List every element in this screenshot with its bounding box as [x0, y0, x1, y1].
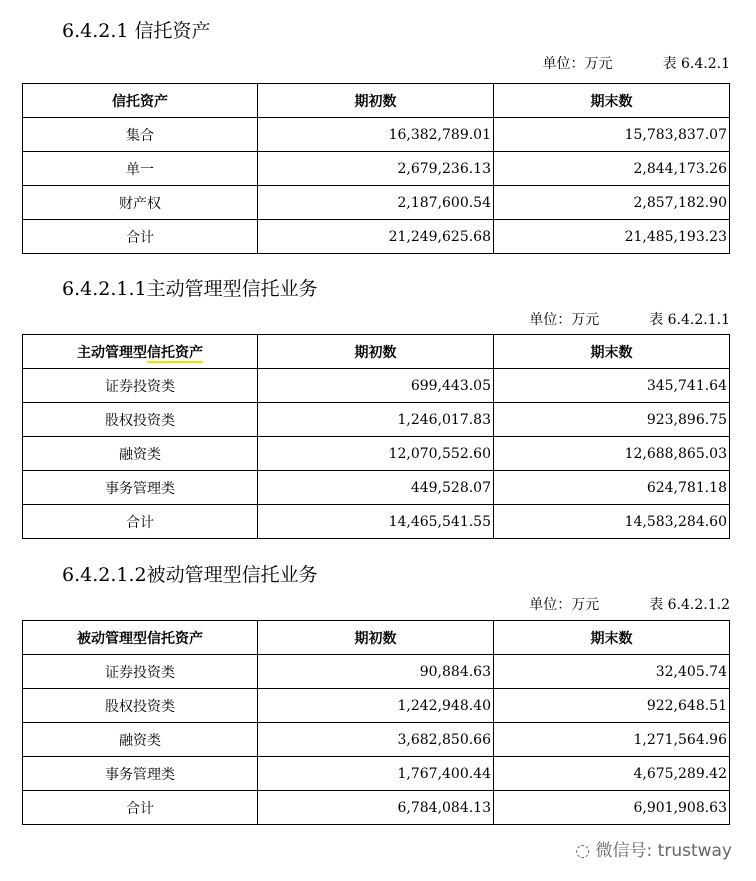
- table-row: [23, 791, 730, 825]
- table-cell: 2,857,182.90: [494, 186, 730, 220]
- data-table: [22, 83, 730, 254]
- table-number: 表 6.4.2.1.2: [649, 597, 730, 613]
- table-cell: 融资类: [23, 437, 258, 471]
- unit-line: [529, 594, 730, 614]
- unit-label: 单位：万元: [529, 312, 600, 328]
- table-cell: 2,844,173.26: [494, 152, 730, 186]
- table-cell: 449,528.07: [258, 471, 494, 505]
- table-cell: 事务管理类: [23, 471, 258, 505]
- data-table: [22, 620, 730, 825]
- table-row: [23, 655, 730, 689]
- table-cell: 14,583,284.60: [494, 505, 730, 539]
- table-cell: 32,405.74: [494, 655, 730, 689]
- table-cell: 证券投资类: [23, 369, 258, 403]
- table-number: 表 6.4.2.1.1: [649, 312, 730, 328]
- section-title: 6.4.2.1 信托资产: [62, 20, 211, 42]
- table-row: [23, 471, 730, 505]
- section-title: 6.4.2.1.1主动管理型信托业务: [62, 278, 318, 300]
- table-cell: 2,679,236.13: [258, 152, 494, 186]
- table-cell: 财产权: [23, 186, 258, 220]
- table-cell: 345,741.64: [494, 369, 730, 403]
- column-header: 信托资产: [23, 84, 258, 118]
- column-header: 被动管理型信托资产: [23, 621, 258, 655]
- section-title: 6.4.2.1.2被动管理型信托业务: [62, 564, 318, 586]
- table-cell: 单一: [23, 152, 258, 186]
- table-row: [23, 505, 730, 539]
- table-cell: 922,648.51: [494, 689, 730, 723]
- table-cell: 21,249,625.68: [258, 220, 494, 254]
- table-cell: 合计: [23, 220, 258, 254]
- table-cell: 15,783,837.07: [494, 118, 730, 152]
- table-cell: 1,246,017.83: [258, 403, 494, 437]
- table-cell: 合计: [23, 505, 258, 539]
- column-header: 主动管理型信托资产: [23, 335, 258, 369]
- column-header: 期末数: [494, 335, 730, 369]
- table-row: [23, 689, 730, 723]
- table-cell: 股权投资类: [23, 689, 258, 723]
- table-cell: 923,896.75: [494, 403, 730, 437]
- table-cell: 集合: [23, 118, 258, 152]
- table-cell: 6,784,084.13: [258, 791, 494, 825]
- column-header: 期末数: [494, 621, 730, 655]
- unit-label: 单位：万元: [542, 56, 613, 72]
- table-cell: 21,485,193.23: [494, 220, 730, 254]
- wechat-watermark: ◌ 微信号: trustway: [575, 841, 732, 861]
- header-row: [23, 84, 730, 118]
- table-row: [23, 152, 730, 186]
- header-row: [23, 621, 730, 655]
- table-number: 表 6.4.2.1: [662, 56, 730, 72]
- column-header: 期末数: [494, 84, 730, 118]
- table-row: [23, 403, 730, 437]
- table-cell: 事务管理类: [23, 757, 258, 791]
- table-row: [23, 220, 730, 254]
- table-cell: 融资类: [23, 723, 258, 757]
- table-cell: 3,682,850.66: [258, 723, 494, 757]
- header-row: [23, 335, 730, 369]
- table-cell: 2,187,600.54: [258, 186, 494, 220]
- data-table: [22, 334, 730, 539]
- unit-label: 单位：万元: [529, 597, 600, 613]
- table-cell: 股权投资类: [23, 403, 258, 437]
- table-cell: 624,781.18: [494, 471, 730, 505]
- unit-line: [543, 53, 730, 73]
- column-header: 期初数: [258, 335, 494, 369]
- table-cell: 699,443.05: [258, 369, 494, 403]
- table-row: [23, 723, 730, 757]
- table-cell: 合计: [23, 791, 258, 825]
- unit-line: [529, 309, 730, 329]
- table-cell: 12,688,865.03: [494, 437, 730, 471]
- column-header: 期初数: [258, 84, 494, 118]
- table-cell: 4,675,289.42: [494, 757, 730, 791]
- table-row: [23, 118, 730, 152]
- table-row: [23, 186, 730, 220]
- table-cell: 1,767,400.44: [258, 757, 494, 791]
- table-cell: 6,901,908.63: [494, 791, 730, 825]
- table-cell: 12,070,552.60: [258, 437, 494, 471]
- table-cell: 90,884.63: [258, 655, 494, 689]
- table-row: [23, 757, 730, 791]
- table-row: [23, 369, 730, 403]
- table-row: [23, 437, 730, 471]
- table-cell: 1,242,948.40: [258, 689, 494, 723]
- table-cell: 证券投资类: [23, 655, 258, 689]
- column-header: 期初数: [258, 621, 494, 655]
- table-cell: 14,465,541.55: [258, 505, 494, 539]
- table-cell: 16,382,789.01: [258, 118, 494, 152]
- table-cell: 1,271,564.96: [494, 723, 730, 757]
